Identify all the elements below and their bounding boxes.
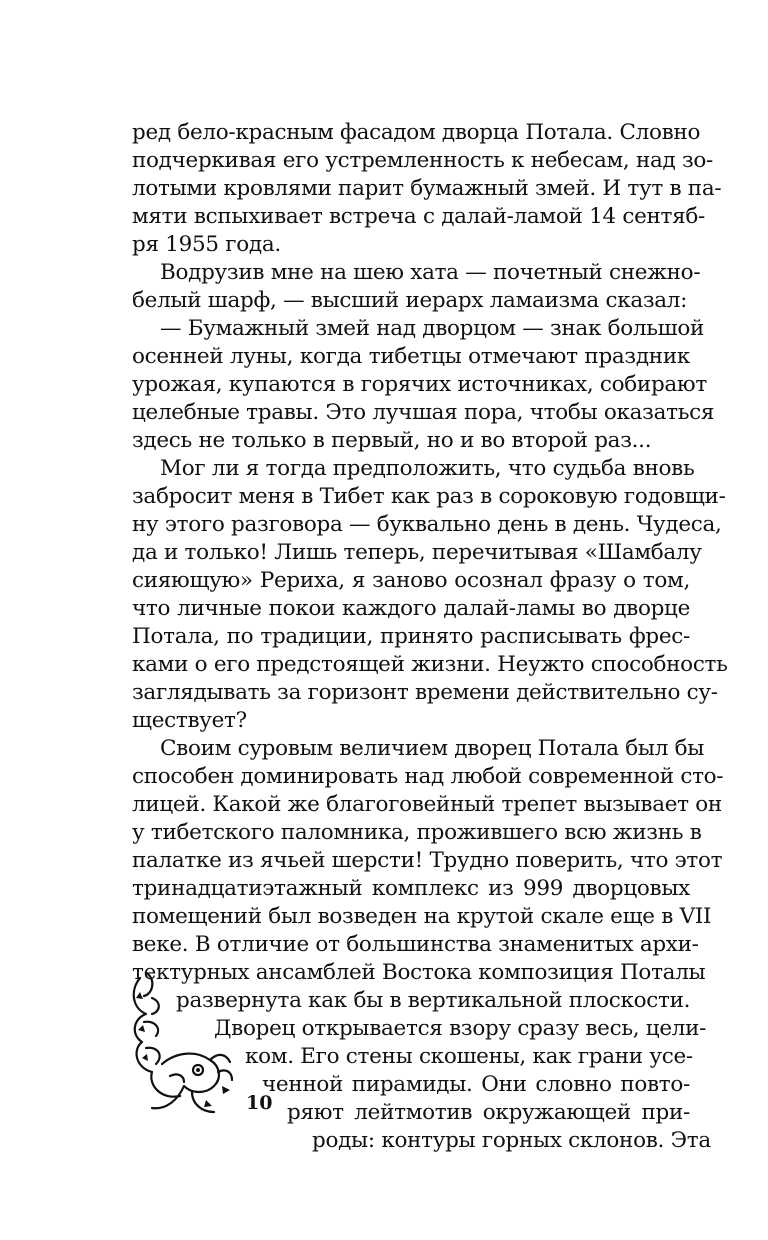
text-line: лотыми кровлями парит бумажный змей. И тут в па-	[132, 176, 722, 201]
text-line: осенней луны, когда тибетцы отмечают праздник	[132, 344, 690, 369]
text-line: Дворец открывается взору сразу весь, цели-	[214, 1016, 707, 1041]
text-line: роды: контуры горных склонов. Эта	[312, 1128, 711, 1153]
paragraph-start: Своим суровым величием дворец Потала был бы	[160, 736, 705, 761]
text-line: тринадцатиэтажный комплекс из 999 дворцовых	[132, 876, 690, 901]
text-line: тектурных ансамблей Востока композиция Поталы	[132, 960, 706, 985]
text-line: развернута как бы в вертикальной плоскости.	[176, 988, 691, 1013]
text-line: здесь не только в первый, но и во второй раз...	[132, 428, 652, 453]
paragraph-start: Водрузив мне на шею хата — почетный снежно-	[160, 260, 701, 285]
text-line: сияющую» Рериха, я заново осознал фразу о том,	[132, 568, 690, 593]
text-line: ряют лейтмотив окружающей при-	[287, 1100, 690, 1125]
paragraph-start: Мог ли я тогда предположить, что судьба вновь	[160, 456, 695, 481]
text-line: ществует?	[132, 708, 247, 733]
text-line: заглядывать за горизонт времени действительно су-	[132, 680, 718, 705]
text-line: у тибетского паломника, прожившего всю жизнь в	[132, 820, 702, 845]
text-line: ками о его предстоящей жизни. Неужто способность	[132, 652, 728, 677]
text-line: да и только! Лишь теперь, перечитывая «Шамбалу	[132, 540, 702, 565]
text-line: забросит меня в Тибет как раз в сороковую годовщи-	[132, 484, 726, 509]
text-line: целебные травы. Это лучшая пора, чтобы оказаться	[132, 400, 715, 425]
page-number: 10	[246, 1092, 273, 1114]
text-line: урожая, купаются в горячих источниках, собирают	[132, 372, 707, 397]
text-line: ря 1955 года.	[132, 232, 281, 257]
text-line: способен доминировать над любой современной сто-	[132, 764, 724, 789]
text-line: белый шарф, — высший иерарх ламаизма сказал:	[132, 288, 688, 313]
text-line: ком. Его стены скошены, как грани усе-	[245, 1044, 693, 1069]
text-line: лицей. Какой же благоговейный трепет вызывает он	[132, 792, 722, 817]
dragon-ornament-icon	[122, 968, 240, 1118]
text-line: ну этого разговора — буквально день в день. Чудеса,	[132, 512, 722, 537]
text-line: помещений был возведен на крутой скале еще в VII	[132, 904, 712, 929]
text-line: палатке из ячьей шерсти! Трудно поверить, что этот	[132, 848, 723, 873]
text-line: подчеркивая его устремленность к небесам, над зо-	[132, 148, 714, 173]
text-line: ченной пирамиды. Они словно повто-	[262, 1072, 690, 1097]
dialogue-line: — Бумажный змей над дворцом — знак большой	[160, 316, 705, 341]
text-line: что личные покои каждого далай-ламы во дворце	[132, 596, 690, 621]
text-line: веке. В отличие от большинства знаменитых архи-	[132, 932, 699, 957]
text-line: мяти вспыхивает встреча с далай-ламой 14 сентяб-	[132, 204, 706, 229]
text-line: Потала, по традиции, принято расписывать фрес-	[132, 624, 690, 649]
text-line: ред бело-красным фасадом дворца Потала. Словно	[132, 120, 701, 145]
